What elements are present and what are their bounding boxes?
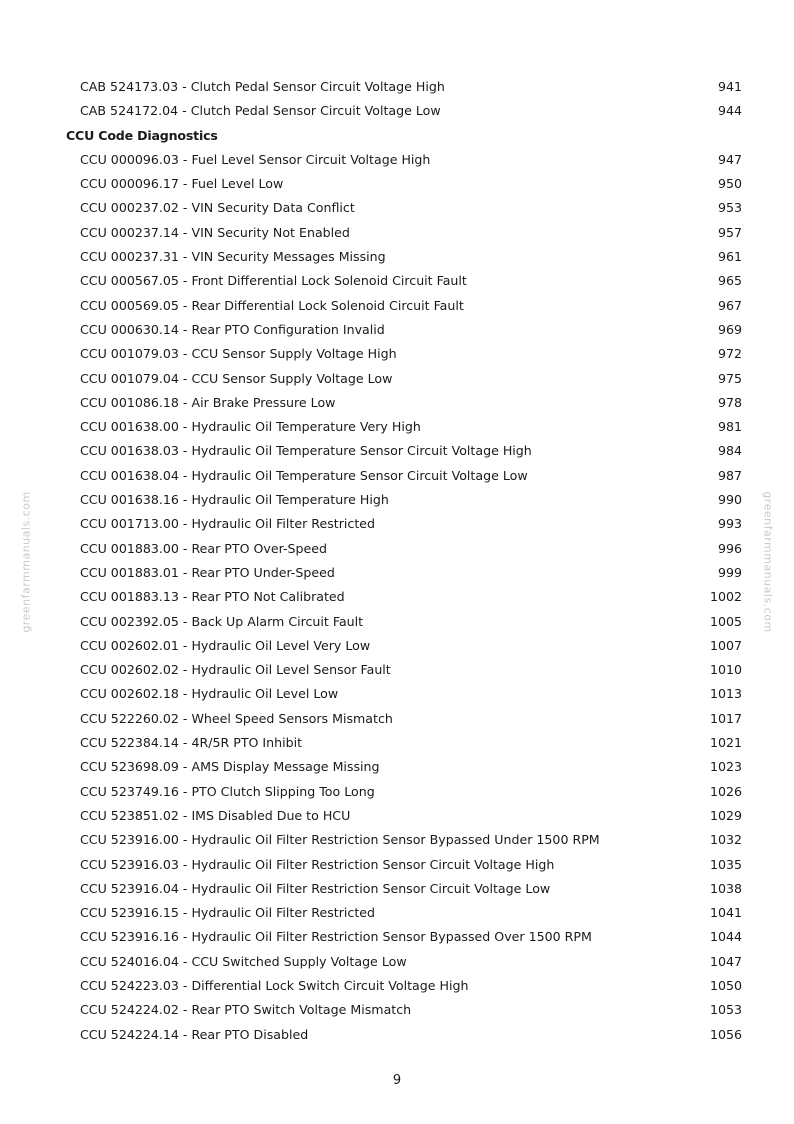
toc-entry[interactable] (0, 877, 794, 901)
toc-entry[interactable] (0, 269, 794, 293)
toc-entry[interactable] (0, 367, 794, 391)
toc-entry[interactable] (0, 610, 794, 634)
toc-entry[interactable] (0, 585, 794, 609)
toc-entry-page-number: 967 (717, 297, 742, 313)
toc-entry[interactable] (0, 464, 794, 488)
toc-entry[interactable] (0, 342, 794, 366)
toc-entry[interactable] (0, 99, 794, 123)
toc-entry[interactable] (0, 488, 794, 512)
toc-entry[interactable] (0, 221, 794, 245)
toc-entry-page-number: 999 (717, 564, 742, 580)
toc-entry[interactable] (0, 925, 794, 949)
toc-entry-page-number: 1029 (709, 807, 742, 823)
toc-entry-title: CCU 002602.18 - Hydraulic Oil Level Low (80, 686, 339, 702)
toc-entry-title: CCU 001638.03 - Hydraulic Oil Temperature Sensor Circuit Voltage High (80, 443, 532, 459)
toc-entry-title: CCU 523698.09 - AMS Display Message Missing (80, 759, 380, 775)
toc-entry[interactable] (0, 196, 794, 220)
toc-entry-page-number: 1026 (709, 783, 742, 799)
toc-entry-page-number: 1007 (709, 637, 742, 653)
toc-entry-page-number: 947 (717, 151, 742, 167)
toc-entry-page-number: 1035 (709, 856, 742, 872)
toc-entry-title: CCU 002602.02 - Hydraulic Oil Level Sensor Fault (80, 662, 391, 678)
toc-entry-title: CCU 524016.04 - CCU Switched Supply Voltage Low (80, 953, 407, 969)
toc-entry[interactable] (0, 294, 794, 318)
toc-entry-page-number: 1041 (709, 905, 742, 921)
toc-entry-title: CCU 002602.01 - Hydraulic Oil Level Very Low (80, 637, 371, 653)
toc-entry-page-number: 1021 (709, 735, 742, 751)
toc-entry-title: CCU 523916.03 - Hydraulic Oil Filter Restriction Sensor Circuit Voltage High (80, 856, 555, 872)
toc-entry[interactable] (0, 998, 794, 1022)
toc-entry-title: CCU 523916.16 - Hydraulic Oil Filter Restriction Sensor Bypassed Over 1500 RPM (80, 929, 592, 945)
toc-entry-title: CCU 523916.15 - Hydraulic Oil Filter Restricted (80, 905, 375, 921)
toc-entry[interactable] (0, 755, 794, 779)
toc-entry-page-number: 1044 (709, 929, 742, 945)
toc-entry-title: CCU 000237.02 - VIN Security Data Conflict (80, 200, 355, 216)
toc-entry[interactable] (0, 439, 794, 463)
toc-entry-title: CCU 523851.02 - IMS Disabled Due to HCU (80, 807, 351, 823)
toc-entry[interactable] (0, 148, 794, 172)
toc-entry-title: CCU 002392.05 - Back Up Alarm Circuit Fault (80, 613, 364, 629)
page-number: 9 (392, 1073, 402, 1088)
toc-entry[interactable] (0, 974, 794, 998)
toc-entry-title: CCU 000096.03 - Fuel Level Sensor Circuit Voltage High (80, 151, 431, 167)
toc-entry[interactable] (0, 658, 794, 682)
toc-entry-page-number: 1038 (709, 880, 742, 896)
toc-entry-page-number: 961 (717, 249, 742, 265)
toc-entry[interactable] (0, 172, 794, 196)
toc-entry[interactable] (0, 707, 794, 731)
toc-entry[interactable] (0, 391, 794, 415)
toc-entry-title: CCU 000096.17 - Fuel Level Low (80, 176, 284, 192)
watermark-right: greenfarmmanuals.com (761, 491, 775, 633)
toc-entry-title: CCU 000630.14 - Rear PTO Configuration Invalid (80, 321, 385, 337)
toc-entry-page-number: 950 (717, 176, 742, 192)
toc-entry-title: CCU 000237.14 - VIN Security Not Enabled (80, 224, 350, 240)
toc-entry-page-number: 1017 (709, 710, 742, 726)
toc-entry-page-number: 957 (717, 224, 742, 240)
toc-entry-title: CAB 524173.03 - Clutch Pedal Sensor Circuit Voltage High (80, 79, 445, 94)
toc-entry-page-number: 953 (717, 200, 742, 216)
toc-entry-page-number: 993 (717, 516, 742, 532)
toc-entry[interactable] (0, 537, 794, 561)
toc-entry-page-number: 1053 (709, 1002, 742, 1018)
toc-entry-title: CCU 001079.03 - CCU Sensor Supply Voltage High (80, 346, 397, 362)
toc-entry-title: CCU 001638.16 - Hydraulic Oil Temperature High (80, 492, 389, 508)
toc-entry-page-number: 969 (717, 321, 742, 337)
toc-entry[interactable] (0, 415, 794, 439)
toc-entry-title: CCU 524223.03 - Differential Lock Switch Circuit Voltage High (80, 977, 469, 993)
toc-entry-page-number: 941 (717, 79, 742, 94)
table-of-contents (0, 75, 794, 1047)
toc-entry-title: CCU 523749.16 - PTO Clutch Slipping Too Long (80, 783, 375, 799)
toc-entry-page-number: 1023 (709, 759, 742, 775)
toc-entry-page-number: 1002 (709, 589, 742, 605)
toc-entry-title: CCU 001638.04 - Hydraulic Oil Temperature Sensor Circuit Voltage Low (80, 467, 528, 483)
watermark-left: greenfarmmanuals.com (19, 491, 33, 633)
toc-entry-title: CCU 523916.04 - Hydraulic Oil Filter Restriction Sensor Circuit Voltage Low (80, 880, 551, 896)
toc-entry-title: CCU 523916.00 - Hydraulic Oil Filter Restriction Sensor Bypassed Under 1500 RPM (80, 832, 600, 848)
toc-entry[interactable] (0, 682, 794, 706)
toc-entry-title: CCU 000237.31 - VIN Security Messages Missing (80, 249, 386, 265)
toc-entry-page-number: 1005 (709, 613, 742, 629)
toc-entry-page-number: 987 (717, 467, 742, 483)
toc-entry-page-number: 1047 (709, 953, 742, 969)
section-heading-title: CCU Code Diagnostics (66, 127, 218, 143)
toc-entry-page-number: 975 (717, 370, 742, 386)
toc-entry-page-number: 996 (717, 540, 742, 556)
toc-entry-title: CCU 001638.00 - Hydraulic Oil Temperature Very High (80, 419, 421, 435)
toc-entry-title: CAB 524172.04 - Clutch Pedal Sensor Circuit Voltage Low (80, 103, 441, 119)
toc-entry-page-number: 944 (717, 103, 742, 119)
toc-entry-title: CCU 001883.00 - Rear PTO Over-Speed (80, 540, 328, 556)
toc-entry[interactable] (0, 75, 794, 99)
toc-entry-title: CCU 000569.05 - Rear Differential Lock Solenoid Circuit Fault (80, 297, 464, 313)
toc-entry-page-number: 1010 (709, 662, 742, 678)
toc-entry[interactable] (0, 828, 794, 852)
toc-entry-page-number: 990 (717, 492, 742, 508)
toc-entry-page-number: 984 (717, 443, 742, 459)
toc-entry[interactable] (0, 512, 794, 536)
toc-entry-title: CCU 522384.14 - 4R/5R PTO Inhibit (80, 735, 303, 751)
toc-entry-page-number: 965 (717, 273, 742, 289)
toc-entry-page-number: 1056 (709, 1026, 742, 1042)
toc-entry-page-number: 1032 (709, 832, 742, 848)
toc-entry-title: CCU 001079.04 - CCU Sensor Supply Voltage Low (80, 370, 393, 386)
toc-entry-page-number: 1013 (709, 686, 742, 702)
toc-entry-title: CCU 001883.01 - Rear PTO Under-Speed (80, 564, 335, 580)
toc-entry[interactable] (0, 1023, 794, 1047)
toc-entry[interactable] (0, 245, 794, 269)
toc-entry-page-number: 981 (717, 419, 742, 435)
toc-entry-title: CCU 001086.18 - Air Brake Pressure Low (80, 394, 336, 410)
toc-entry-title: CCU 524224.14 - Rear PTO Disabled (80, 1026, 309, 1042)
toc-entry[interactable] (0, 561, 794, 585)
toc-entry-page-number: 1050 (709, 977, 742, 993)
toc-section-heading (0, 124, 794, 148)
toc-entry-title: CCU 524224.02 - Rear PTO Switch Voltage Mismatch (80, 1002, 412, 1018)
toc-entry-page-number: 978 (717, 394, 742, 410)
toc-entry[interactable] (0, 901, 794, 925)
toc-entry-title: CCU 001713.00 - Hydraulic Oil Filter Restricted (80, 516, 375, 532)
toc-entry-title: CCU 001883.13 - Rear PTO Not Calibrated (80, 589, 345, 605)
toc-entry-title: CCU 522260.02 - Wheel Speed Sensors Mismatch (80, 710, 393, 726)
toc-entry[interactable] (0, 853, 794, 877)
toc-entry[interactable] (0, 804, 794, 828)
toc-entry[interactable] (0, 780, 794, 804)
toc-entry[interactable] (0, 318, 794, 342)
toc-entry[interactable] (0, 634, 794, 658)
toc-entry-page-number: 972 (717, 346, 742, 362)
toc-entry[interactable] (0, 950, 794, 974)
toc-entry-title: CCU 000567.05 - Front Differential Lock Solenoid Circuit Fault (80, 273, 467, 289)
toc-entry[interactable] (0, 731, 794, 755)
